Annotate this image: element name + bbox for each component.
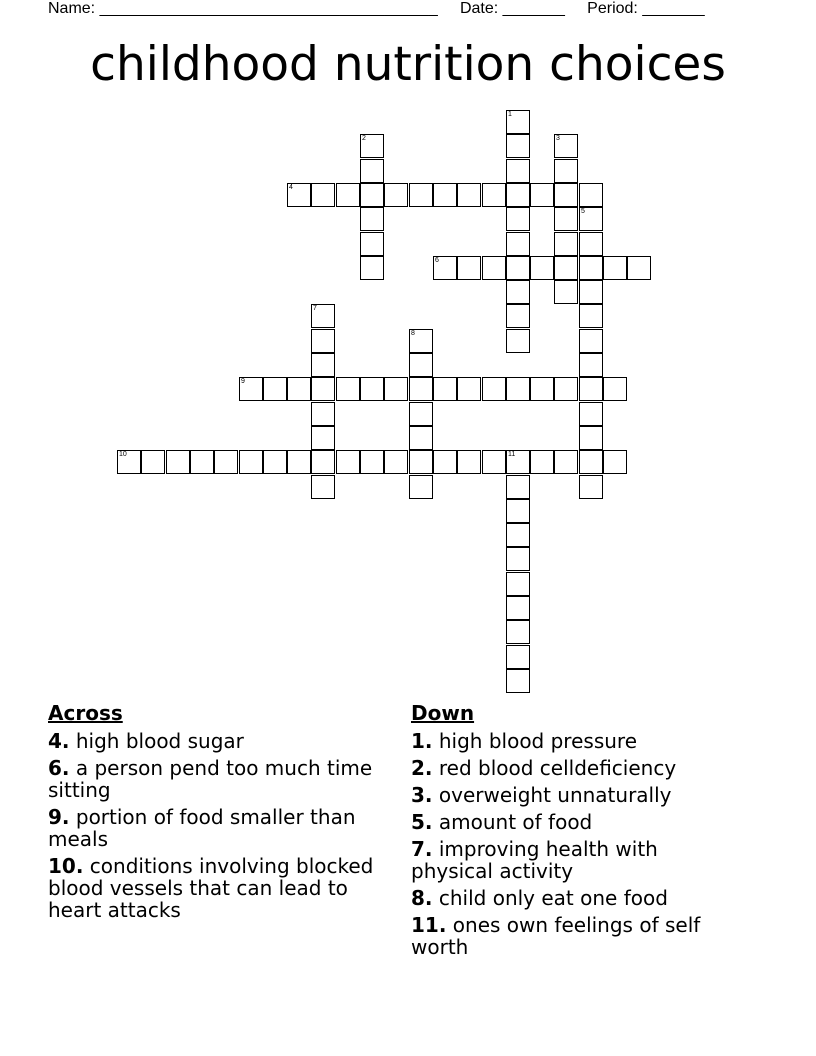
- crossword-cell[interactable]: [433, 377, 457, 401]
- crossword-cell[interactable]: [360, 159, 384, 183]
- crossword-cell[interactable]: [554, 232, 578, 256]
- crossword-cell[interactable]: [579, 377, 603, 401]
- crossword-cell[interactable]: [579, 207, 603, 231]
- date-field-label: Date: _______: [459, 0, 565, 17]
- crossword-cell[interactable]: [457, 450, 481, 474]
- cell-number: 8: [411, 330, 415, 337]
- crossword-cell[interactable]: [409, 377, 433, 401]
- crossword-cell[interactable]: [336, 450, 360, 474]
- crossword-cell[interactable]: [530, 377, 554, 401]
- crossword-cell[interactable]: [433, 450, 457, 474]
- crossword-cell[interactable]: [287, 377, 311, 401]
- across-heading: Across: [48, 701, 123, 725]
- crossword-cell[interactable]: [506, 110, 530, 134]
- cell-number: 5: [581, 208, 585, 215]
- clue-number: 5.: [411, 810, 433, 834]
- crossword-cell[interactable]: [506, 134, 530, 158]
- down-clue: [411, 914, 731, 958]
- crossword-cell[interactable]: [311, 377, 335, 401]
- crossword-cell[interactable]: [409, 402, 433, 426]
- crossword-cell[interactable]: [384, 183, 408, 207]
- crossword-cell[interactable]: [360, 377, 384, 401]
- crossword-cell[interactable]: [506, 572, 530, 596]
- crossword-cell[interactable]: [579, 475, 603, 499]
- crossword-cell[interactable]: [506, 329, 530, 353]
- crossword-cell[interactable]: [506, 280, 530, 304]
- crossword-cell[interactable]: [482, 377, 506, 401]
- clue-text: red blood celldeficiency: [438, 756, 677, 780]
- crossword-cell[interactable]: [409, 426, 433, 450]
- clue-number: 11.: [411, 913, 447, 937]
- crossword-cell[interactable]: [336, 183, 360, 207]
- clue-number: 3.: [411, 783, 433, 807]
- crossword-cell[interactable]: [554, 159, 578, 183]
- cell-number: 9: [241, 378, 245, 385]
- crossword-cell[interactable]: [603, 256, 627, 280]
- crossword-cell[interactable]: [360, 450, 384, 474]
- crossword-cell[interactable]: [554, 183, 578, 207]
- clue-text: amount of food: [438, 810, 593, 834]
- crossword-cell[interactable]: [311, 450, 335, 474]
- clue-number: 8.: [411, 886, 433, 910]
- clue-number: 7.: [411, 837, 433, 861]
- crossword-cell[interactable]: [409, 183, 433, 207]
- cell-number: 1: [508, 111, 512, 118]
- crossword-cell[interactable]: [530, 256, 554, 280]
- crossword-cell[interactable]: [554, 134, 578, 158]
- clue-text: portion of food smaller than meals: [48, 805, 356, 851]
- across-clue: [48, 855, 393, 921]
- crossword-cell[interactable]: [530, 183, 554, 207]
- crossword-cell[interactable]: [409, 475, 433, 499]
- crossword-cell[interactable]: [579, 280, 603, 304]
- clue-number: 4.: [48, 729, 70, 753]
- crossword-cell[interactable]: [506, 232, 530, 256]
- crossword-cell[interactable]: [603, 450, 627, 474]
- crossword-cell[interactable]: [579, 353, 603, 377]
- clue-number: 9.: [48, 805, 70, 829]
- clue-text: high blood pressure: [438, 729, 637, 753]
- crossword-cell[interactable]: [554, 256, 578, 280]
- crossword-cell[interactable]: [190, 450, 214, 474]
- clue-text: high blood sugar: [75, 729, 244, 753]
- crossword-cell[interactable]: [579, 426, 603, 450]
- clue-text: ones own feelings of self worth: [411, 913, 701, 959]
- crossword-cell[interactable]: [311, 353, 335, 377]
- down-clue: [411, 838, 731, 882]
- down-clue: [411, 784, 731, 806]
- crossword-cell[interactable]: [506, 499, 530, 523]
- clue-number: 10.: [48, 854, 84, 878]
- crossword-cell[interactable]: [457, 377, 481, 401]
- crossword-cell[interactable]: [457, 256, 481, 280]
- crossword-cell[interactable]: [579, 402, 603, 426]
- crossword-cell[interactable]: [311, 426, 335, 450]
- crossword-cell[interactable]: [263, 377, 287, 401]
- cell-number: 11: [508, 451, 516, 458]
- crossword-cell[interactable]: [506, 475, 530, 499]
- crossword-cell[interactable]: [311, 475, 335, 499]
- crossword-cell[interactable]: [409, 450, 433, 474]
- period-field-label: Period: _______: [587, 0, 705, 17]
- down-clues: [411, 702, 731, 963]
- crossword-cell[interactable]: [603, 377, 627, 401]
- crossword-cell[interactable]: [506, 645, 530, 669]
- crossword-cell[interactable]: [627, 256, 651, 280]
- crossword-cell[interactable]: [506, 377, 530, 401]
- crossword-cell[interactable]: [384, 377, 408, 401]
- crossword-cell[interactable]: [506, 450, 530, 474]
- crossword-cell[interactable]: [579, 232, 603, 256]
- crossword-cell[interactable]: [554, 377, 578, 401]
- clue-text: improving health with physical activity: [411, 837, 658, 883]
- crossword-cell[interactable]: [409, 329, 433, 353]
- crossword-cell[interactable]: [409, 353, 433, 377]
- crossword-cell[interactable]: [360, 232, 384, 256]
- crossword-cell[interactable]: [384, 450, 408, 474]
- down-clue: [411, 757, 731, 779]
- crossword-cell[interactable]: [166, 450, 190, 474]
- crossword-cell[interactable]: [506, 669, 530, 693]
- name-field-label: Name: ______________________________________: [48, 0, 438, 17]
- crossword-cell[interactable]: [579, 183, 603, 207]
- clue-text: conditions involving blocked blood vessels that can lead to heart attacks: [48, 854, 374, 922]
- cell-number: 7: [313, 305, 317, 312]
- cell-number: 2: [362, 135, 366, 142]
- crossword-cell[interactable]: [360, 207, 384, 231]
- crossword-cell[interactable]: [117, 450, 141, 474]
- crossword-cell[interactable]: [506, 207, 530, 231]
- cell-number: 3: [556, 135, 560, 142]
- crossword-cell[interactable]: [141, 450, 165, 474]
- across-clue: [48, 757, 393, 801]
- clue-text: overweight unnaturally: [438, 783, 672, 807]
- crossword-cell[interactable]: [579, 304, 603, 328]
- crossword-cell[interactable]: [482, 183, 506, 207]
- worksheet-header: [48, 0, 768, 18]
- cell-number: 4: [289, 184, 293, 191]
- down-heading: Down: [411, 701, 475, 725]
- crossword-cell[interactable]: [433, 183, 457, 207]
- down-clue: [411, 730, 731, 752]
- crossword-cell[interactable]: [482, 450, 506, 474]
- clue-number: 1.: [411, 729, 433, 753]
- crossword-cell[interactable]: [482, 256, 506, 280]
- crossword-cell[interactable]: [214, 450, 238, 474]
- puzzle-title: childhood nutrition choices: [90, 37, 726, 92]
- crossword-cell[interactable]: [311, 183, 335, 207]
- crossword-cell[interactable]: [554, 207, 578, 231]
- crossword-cell[interactable]: [287, 450, 311, 474]
- crossword-cell[interactable]: [554, 450, 578, 474]
- crossword-cell[interactable]: [506, 183, 530, 207]
- crossword-cell[interactable]: [530, 450, 554, 474]
- crossword-cell[interactable]: [360, 256, 384, 280]
- crossword-cell[interactable]: [311, 304, 335, 328]
- crossword-cell[interactable]: [433, 256, 457, 280]
- clue-number: 2.: [411, 756, 433, 780]
- down-clue: [411, 811, 731, 833]
- crossword-cell[interactable]: [554, 280, 578, 304]
- clue-text: a person pend too much time sitting: [48, 756, 373, 802]
- crossword-cell[interactable]: [506, 596, 530, 620]
- crossword-cell[interactable]: [287, 183, 311, 207]
- crossword-cell[interactable]: [239, 450, 263, 474]
- crossword-cell[interactable]: [360, 134, 384, 158]
- crossword-cell[interactable]: [506, 523, 530, 547]
- crossword-cell[interactable]: [506, 159, 530, 183]
- crossword-cell[interactable]: [239, 377, 263, 401]
- crossword-cell[interactable]: [360, 183, 384, 207]
- crossword-cell[interactable]: [579, 329, 603, 353]
- cell-number: 6: [435, 257, 439, 264]
- crossword-cell[interactable]: [311, 402, 335, 426]
- crossword-cell[interactable]: [506, 256, 530, 280]
- across-clue: [48, 730, 393, 752]
- crossword-cell[interactable]: [579, 450, 603, 474]
- down-clue: [411, 887, 731, 909]
- across-clue: [48, 806, 393, 850]
- clue-text: child only eat one food: [438, 886, 668, 910]
- clue-number: 6.: [48, 756, 70, 780]
- cell-number: 10: [119, 451, 127, 458]
- crossword-cell[interactable]: [457, 183, 481, 207]
- crossword-cell[interactable]: [336, 377, 360, 401]
- across-clues: [48, 702, 393, 926]
- crossword-cell[interactable]: [506, 547, 530, 571]
- crossword-cell[interactable]: [506, 304, 530, 328]
- crossword-cell[interactable]: [263, 450, 287, 474]
- crossword-cell[interactable]: [579, 256, 603, 280]
- crossword-cell[interactable]: [506, 620, 530, 644]
- crossword-cell[interactable]: [311, 329, 335, 353]
